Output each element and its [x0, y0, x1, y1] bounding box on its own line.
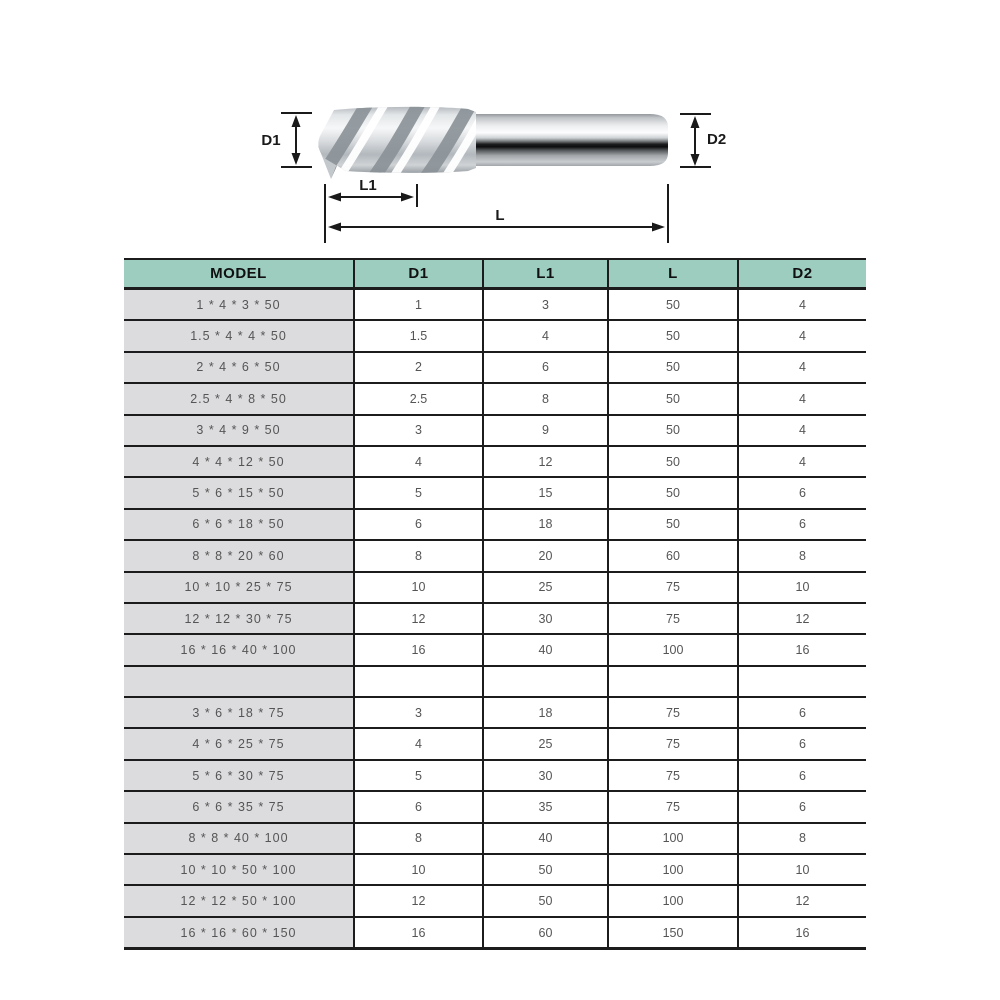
d2-label: D2 [707, 131, 727, 148]
table-row [124, 917, 866, 949]
table-row [124, 697, 866, 728]
d2-cell: 4 [738, 352, 866, 383]
l-cell: 75 [608, 760, 738, 791]
l1-cell: 30 [483, 603, 608, 634]
l-cell: 75 [608, 791, 738, 822]
model-cell: 8 * 8 * 20 * 60 [124, 540, 354, 571]
d2-arrow-up [691, 116, 700, 128]
header-d1: D1 [354, 259, 483, 289]
l-cell: 75 [608, 572, 738, 603]
d2-cell: 8 [738, 540, 866, 571]
table-row [124, 603, 866, 634]
d2-cell: 4 [738, 446, 866, 477]
d1-arrow-down [292, 153, 301, 165]
l1-cell: 18 [483, 509, 608, 540]
d2-cell: 10 [738, 854, 866, 885]
l1-cell: 6 [483, 352, 608, 383]
d2-cell: 6 [738, 477, 866, 508]
table-row [124, 572, 866, 603]
l-cell: 50 [608, 289, 738, 321]
l1-cell: 4 [483, 320, 608, 351]
l-cell: 50 [608, 383, 738, 414]
table-row [124, 509, 866, 540]
d1-cell: 6 [354, 509, 483, 540]
model-cell: 12 * 12 * 30 * 75 [124, 603, 354, 634]
l-cell: 100 [608, 634, 738, 665]
d2-cell: 16 [738, 917, 866, 949]
d1-label: D1 [261, 132, 281, 149]
d1-cell: 10 [354, 572, 483, 603]
table-row [124, 728, 866, 759]
model-cell: 12 * 12 * 50 * 100 [124, 885, 354, 916]
l-label: L [495, 207, 505, 224]
d2-cell: 4 [738, 289, 866, 321]
d1-cell: 10 [354, 854, 483, 885]
model-cell: 1 * 4 * 3 * 50 [124, 289, 354, 321]
d1-cell: 16 [354, 917, 483, 949]
model-cell [124, 666, 354, 697]
d2-arrow-down [691, 154, 700, 166]
d1-cell [354, 666, 483, 697]
l1-cell [483, 666, 608, 697]
table-row [124, 320, 866, 351]
table-row [124, 634, 866, 665]
d1-cell: 16 [354, 634, 483, 665]
l1-cell: 35 [483, 791, 608, 822]
d2-cell: 6 [738, 509, 866, 540]
d1-cell: 3 [354, 697, 483, 728]
model-cell: 8 * 8 * 40 * 100 [124, 823, 354, 854]
model-cell: 2.5 * 4 * 8 * 50 [124, 383, 354, 414]
model-cell: 2 * 4 * 6 * 50 [124, 352, 354, 383]
table-row [124, 885, 866, 916]
l-cell: 50 [608, 446, 738, 477]
table-row [124, 289, 866, 321]
table-row [124, 352, 866, 383]
table-row [124, 477, 866, 508]
d2-cell: 4 [738, 320, 866, 351]
table-row [124, 446, 866, 477]
model-cell: 10 * 10 * 25 * 75 [124, 572, 354, 603]
table-row [124, 415, 866, 446]
d1-cell: 2.5 [354, 383, 483, 414]
d1-cell: 8 [354, 540, 483, 571]
l1-arrow-left [328, 193, 341, 202]
d2-cell: 16 [738, 634, 866, 665]
d1-cell: 2 [354, 352, 483, 383]
spec-table-body [124, 289, 866, 949]
header-row [124, 259, 866, 289]
l1-arrow-right [401, 193, 414, 202]
l1-cell: 15 [483, 477, 608, 508]
d1-cell: 12 [354, 603, 483, 634]
model-cell: 6 * 6 * 35 * 75 [124, 791, 354, 822]
model-cell: 10 * 10 * 50 * 100 [124, 854, 354, 885]
endmill-diagram [0, 0, 1000, 250]
l1-cell: 8 [483, 383, 608, 414]
l1-cell: 12 [483, 446, 608, 477]
l1-cell: 40 [483, 634, 608, 665]
l-cell: 50 [608, 509, 738, 540]
header-model: MODEL [124, 259, 354, 289]
table-separator-row [124, 666, 866, 697]
d2-cell: 4 [738, 383, 866, 414]
l1-cell: 50 [483, 885, 608, 916]
d2-cell [738, 666, 866, 697]
model-cell: 6 * 6 * 18 * 50 [124, 509, 354, 540]
d1-cell: 1 [354, 289, 483, 321]
l-cell: 100 [608, 823, 738, 854]
model-cell: 16 * 16 * 40 * 100 [124, 634, 354, 665]
header-l1: L1 [483, 259, 608, 289]
l1-cell: 3 [483, 289, 608, 321]
l1-cell: 9 [483, 415, 608, 446]
model-cell: 4 * 4 * 12 * 50 [124, 446, 354, 477]
l-cell: 60 [608, 540, 738, 571]
d2-cell: 6 [738, 697, 866, 728]
l-cell: 75 [608, 697, 738, 728]
d2-cell: 12 [738, 885, 866, 916]
table-row [124, 540, 866, 571]
l-cell: 50 [608, 320, 738, 351]
l-cell: 50 [608, 477, 738, 508]
l-arrow-left [328, 223, 341, 232]
d1-cell: 3 [354, 415, 483, 446]
d2-cell: 6 [738, 728, 866, 759]
d1-cell: 5 [354, 760, 483, 791]
l-cell: 150 [608, 917, 738, 949]
l1-label: L1 [359, 177, 377, 194]
model-cell: 5 * 6 * 15 * 50 [124, 477, 354, 508]
model-cell: 16 * 16 * 60 * 150 [124, 917, 354, 949]
d1-cell: 12 [354, 885, 483, 916]
table-row [124, 823, 866, 854]
l1-cell: 20 [483, 540, 608, 571]
table-row [124, 383, 866, 414]
spec-table-header [124, 259, 866, 289]
l-cell: 50 [608, 415, 738, 446]
model-cell: 4 * 6 * 25 * 75 [124, 728, 354, 759]
l1-cell: 18 [483, 697, 608, 728]
l-cell: 75 [608, 728, 738, 759]
table-row [124, 791, 866, 822]
d1-arrow-up [292, 115, 301, 127]
spec-table [124, 258, 866, 950]
model-cell: 1.5 * 4 * 4 * 50 [124, 320, 354, 351]
l-cell: 50 [608, 352, 738, 383]
l1-cell: 30 [483, 760, 608, 791]
header-d2: D2 [738, 259, 866, 289]
endmill-drawing [0, 0, 1000, 250]
l-cell: 100 [608, 885, 738, 916]
l-cell: 100 [608, 854, 738, 885]
header-l: L [608, 259, 738, 289]
d2-cell: 6 [738, 791, 866, 822]
d1-cell: 6 [354, 791, 483, 822]
d1-cell: 4 [354, 446, 483, 477]
l-cell [608, 666, 738, 697]
l-cell: 75 [608, 603, 738, 634]
d1-cell: 4 [354, 728, 483, 759]
l1-cell: 50 [483, 854, 608, 885]
d2-cell: 8 [738, 823, 866, 854]
d1-cell: 8 [354, 823, 483, 854]
l1-cell: 40 [483, 823, 608, 854]
l-arrow-right [652, 223, 665, 232]
table-row [124, 854, 866, 885]
l1-cell: 60 [483, 917, 608, 949]
l1-cell: 25 [483, 572, 608, 603]
d2-cell: 4 [738, 415, 866, 446]
d2-cell: 10 [738, 572, 866, 603]
table-row [124, 760, 866, 791]
model-cell: 5 * 6 * 30 * 75 [124, 760, 354, 791]
d2-cell: 6 [738, 760, 866, 791]
d2-cell: 12 [738, 603, 866, 634]
d1-cell: 1.5 [354, 320, 483, 351]
d1-cell: 5 [354, 477, 483, 508]
model-cell: 3 * 4 * 9 * 50 [124, 415, 354, 446]
model-cell: 3 * 6 * 18 * 75 [124, 697, 354, 728]
l1-cell: 25 [483, 728, 608, 759]
endmill-shank [452, 114, 668, 166]
